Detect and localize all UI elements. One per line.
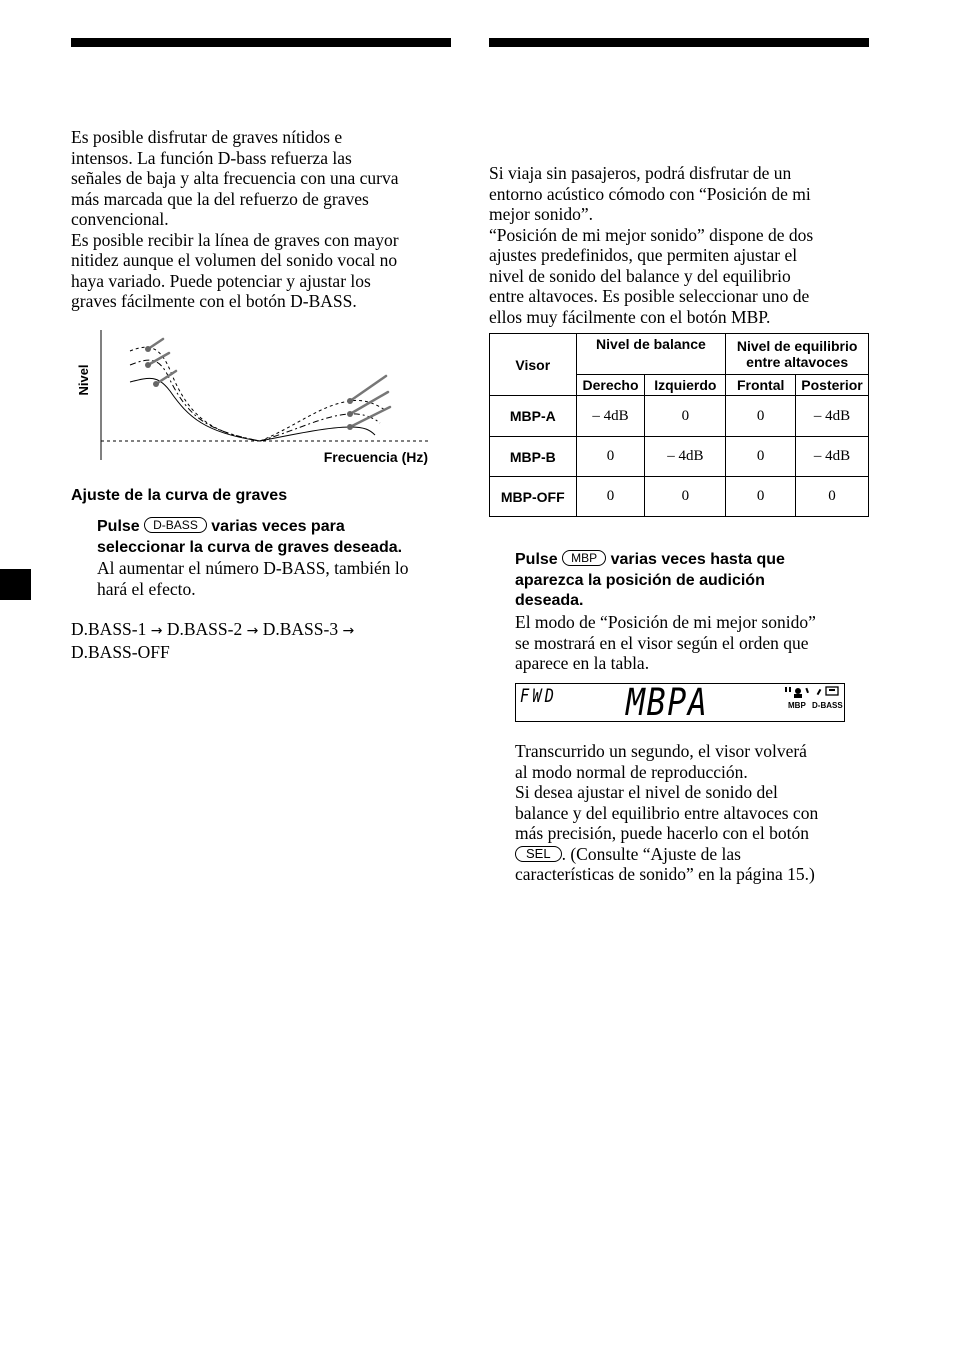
lcd-display	[515, 683, 845, 722]
arrow-right-icon: →	[342, 623, 355, 639]
right-step-description: El modo de “Posición de mi mejor sonido” se mostrará en el visor según el orden que aparece en la tabla.	[515, 612, 816, 673]
right-intro-paragraph: Si viaja sin pasajeros, podrá disfrutar de un entorno acústico cómodo con “Posición de mi mejor sonido”. “Posición de mi mejor sonido” dispone de dos ajustes predefinidos, que permiten ajustar el nivel de sonido del balance y del equilibrio entre altavoces. Es posible seleccionar uno de ellos muy fácilmente con el botón MBP.	[489, 163, 814, 327]
left-subheading: Ajuste de la curva de graves	[71, 487, 288, 504]
dbass-button: D-BASS	[144, 517, 207, 533]
arrow-right-icon: →	[246, 623, 259, 639]
arrow-right-icon: →	[150, 623, 163, 639]
left-step-note: Al aumentar el número D-BASS, también lo hará el efecto.	[97, 558, 409, 599]
right-after-paragraph: Transcurrido un segundo, el visor volverá al modo normal de reproducción. Si desea ajustar el nivel de sonido del balance y del equilibrio entre altavoces con más precisión, puede hacerlo con el botón SEL . (Consulte “Ajuste de las características de sonido” en la página 15.)	[515, 741, 819, 884]
dbass-sequence: D.BASS-1 → D.BASS-2 → D.BASS-3 → D.BASS-OFF	[71, 619, 355, 662]
speaker-indicator-icon	[784, 686, 840, 700]
header-frontal: Frontal	[726, 375, 796, 396]
sel-button: SEL	[515, 846, 562, 862]
mbp-settings-table	[489, 333, 869, 517]
lcd-label-mbp: MBP	[788, 701, 806, 710]
left-header-bar	[71, 38, 451, 47]
right-step-instruction: Pulse MBP varias veces hasta que aparezca la posición de audición deseada.	[515, 551, 785, 609]
lcd-main-text: MBPA	[626, 681, 709, 724]
header-posterior: Posterior	[796, 375, 869, 396]
left-step-instruction: Pulse D-BASS varias veces para seleccionar la curva de graves deseada.	[97, 518, 403, 556]
page-edge-tab	[0, 569, 31, 600]
header-visor: Visor	[490, 334, 577, 396]
header-izquierdo: Izquierdo	[645, 375, 726, 396]
lcd-label-dbass: D-BASS	[812, 701, 843, 710]
lcd-left-text: FWD	[520, 685, 558, 707]
table-row: MBP-OFF 0 0 0 0	[490, 477, 869, 517]
header-equilibrio: Nivel de equilibrio entre altavoces	[726, 334, 869, 375]
graph-xlabel: Frecuencia (Hz)	[323, 449, 428, 465]
mbp-button: MBP	[562, 550, 606, 566]
right-header-bar	[489, 38, 869, 47]
table-row: MBP-B 0 – 4dB 0 – 4dB	[490, 437, 869, 477]
left-intro-paragraph: Es posible disfrutar de graves nítidos e intensos. La función D-bass refuerza las señales de baja y alta frecuencia con una curva más marcada que la del refuerzo de graves convencional. Es posible recibir la línea de graves con mayor nitidez aunque el volumen del sonido vocal no haya variado. Puede potenciar y ajustar los graves fácilmente con el botón D-BASS.	[71, 127, 399, 311]
table-row: MBP-A – 4dB 0 0 – 4dB	[490, 396, 869, 437]
graph-ylabel: Nivel	[76, 364, 91, 396]
bass-curve-graph	[70, 325, 440, 475]
header-balance: Nivel de balance	[576, 334, 726, 375]
header-derecho: Derecho	[576, 375, 645, 396]
